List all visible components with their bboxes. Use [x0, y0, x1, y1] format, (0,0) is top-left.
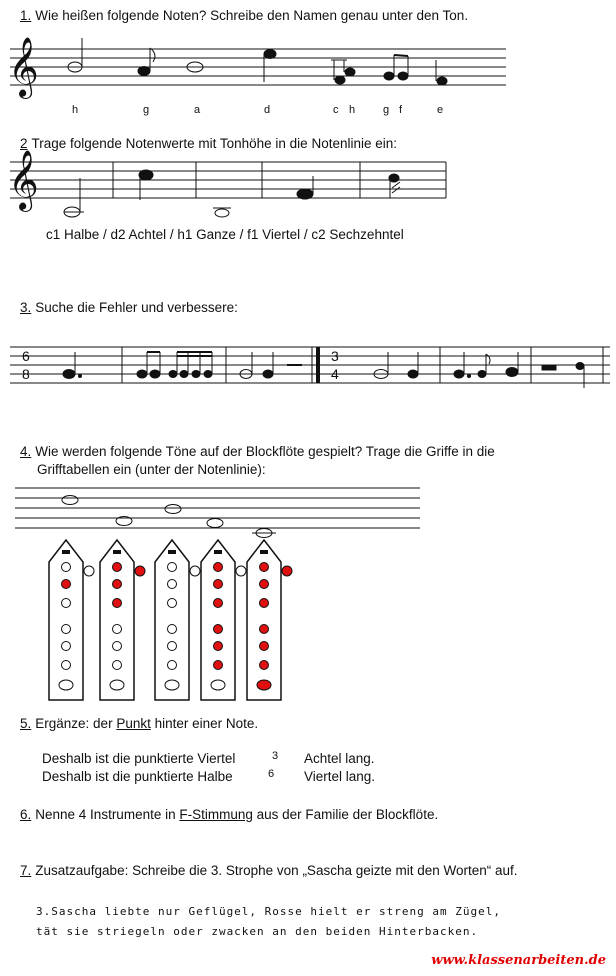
- thumb-hole: [135, 566, 145, 576]
- finger-hole: [214, 625, 223, 634]
- q7-heading: 7. Zusatzaufgabe: Schreibe die 3. Strophe von „Sascha geizte mit den Worten“ auf.: [20, 863, 518, 878]
- finger-hole: [214, 661, 223, 670]
- finger-hole: [62, 599, 71, 608]
- q1-answer-letter: c: [333, 104, 339, 116]
- q5-line2-label: Deshalb ist die punktierte Halbe: [42, 769, 233, 784]
- bottom-hole: [257, 680, 271, 690]
- thumb-hole: [236, 566, 246, 576]
- time-signature-numerator: 6: [22, 348, 30, 364]
- q5-line1-unit: Achtel lang.: [304, 751, 375, 766]
- time-signature-numerator-2: 3: [331, 348, 339, 364]
- finger-hole: [168, 563, 177, 572]
- q5-line2-answer: 6: [268, 768, 275, 780]
- q1-notes: [68, 38, 447, 85]
- finger-hole: [113, 642, 122, 651]
- finger-hole: [168, 642, 177, 651]
- q1-heading: 1. Wie heißen folgende Noten? Schreibe den Namen genau unter den Ton.: [20, 8, 469, 23]
- q6-heading: 6. Nenne 4 Instrumente in F-Stimmung aus der Familie der Blockflöte.: [20, 807, 439, 822]
- finger-hole: [113, 661, 122, 670]
- finger-hole: [214, 563, 223, 572]
- mouthpiece-icon: [214, 550, 222, 554]
- finger-hole: [168, 599, 177, 608]
- q4-staff: [15, 488, 420, 528]
- recorder-diagram: [100, 540, 145, 700]
- finger-hole: [260, 642, 269, 651]
- footer-url: www.klassenarbeiten.de: [431, 953, 606, 968]
- recorder-fingering-charts: [49, 540, 292, 700]
- mouthpiece-icon: [168, 550, 176, 554]
- thumb-hole: [282, 566, 292, 576]
- finger-hole: [260, 580, 269, 589]
- mouthpiece-icon: [260, 550, 268, 554]
- finger-hole: [62, 580, 71, 589]
- finger-hole: [113, 580, 122, 589]
- finger-hole: [260, 625, 269, 634]
- q1-answer-letter: d: [264, 104, 271, 116]
- q1-answer-letter: g: [143, 104, 150, 116]
- q1-answer-letter: h: [349, 104, 356, 116]
- finger-hole: [113, 599, 122, 608]
- recorder-diagram: [49, 540, 94, 700]
- finger-hole: [113, 625, 122, 634]
- q7-answer-line2: tät sie striegeln oder zwacken an den beiden Hinterbacken.: [36, 925, 479, 938]
- q2-heading: 2 Trage folgende Notenwerte mit Tonhöhe in die Notenlinie ein:: [20, 136, 397, 151]
- bottom-hole: [110, 680, 124, 690]
- q3-heading: 3. Suche die Fehler und verbessere:: [20, 300, 238, 315]
- q4-heading-line2: Grifftabellen ein (unter der Notenlinie):: [37, 462, 266, 477]
- q1-answer-letter: e: [437, 104, 444, 116]
- bottom-hole: [211, 680, 225, 690]
- finger-hole: [214, 599, 223, 608]
- q3-staff: [10, 347, 610, 383]
- time-signature-denominator-2: 4: [331, 366, 339, 382]
- q4-heading: 4. Wie werden folgende Töne auf der Blockflöte gespielt? Trage die Griffe in die: [20, 444, 495, 459]
- finger-hole: [113, 563, 122, 572]
- finger-hole: [168, 661, 177, 670]
- finger-hole: [62, 661, 71, 670]
- mouthpiece-icon: [113, 550, 121, 554]
- thumb-hole: [190, 566, 200, 576]
- recorder-diagram: [155, 540, 200, 700]
- finger-hole: [214, 642, 223, 651]
- q1-answer-letter: g: [383, 104, 390, 116]
- q5-heading: 5. Ergänze: der Punkt hinter einer Note.: [20, 716, 259, 731]
- treble-clef-icon: 𝄞: [8, 150, 39, 210]
- q7-answer-line1: 3.Sascha liebte nur Geflügel, Rosse hielt er streng am Zügel,: [36, 905, 501, 918]
- mouthpiece-icon: [62, 550, 70, 554]
- treble-clef-icon: 𝄞: [8, 37, 39, 97]
- bottom-hole: [59, 680, 73, 690]
- finger-hole: [62, 563, 71, 572]
- q4-notes: [62, 496, 276, 538]
- q1-answer-letter: a: [194, 104, 201, 116]
- q5-line2-unit: Viertel lang.: [304, 769, 376, 784]
- finger-hole: [62, 642, 71, 651]
- q5-line1-label: Deshalb ist die punktierte Viertel: [42, 751, 236, 766]
- finger-hole: [260, 563, 269, 572]
- thumb-hole: [84, 566, 94, 576]
- recorder-diagram: [201, 540, 246, 700]
- finger-hole: [168, 625, 177, 634]
- finger-hole: [260, 661, 269, 670]
- finger-hole: [62, 625, 71, 634]
- recorder-diagram: [247, 540, 292, 700]
- finger-hole: [168, 580, 177, 589]
- q2-staff: [10, 162, 446, 198]
- finger-hole: [214, 580, 223, 589]
- q5-line1-answer: 3: [272, 750, 279, 762]
- q1-answer-letter: h: [72, 104, 79, 116]
- q1-staff: [10, 49, 506, 85]
- q2-notes: [64, 170, 400, 217]
- q2-caption: c1 Halbe / d2 Achtel / h1 Ganze / f1 Viertel / c2 Sechzehntel: [46, 227, 404, 242]
- time-signature-denominator: 8: [22, 366, 30, 382]
- bottom-hole: [165, 680, 179, 690]
- finger-hole: [260, 599, 269, 608]
- q1-answer-letter: f: [399, 104, 403, 116]
